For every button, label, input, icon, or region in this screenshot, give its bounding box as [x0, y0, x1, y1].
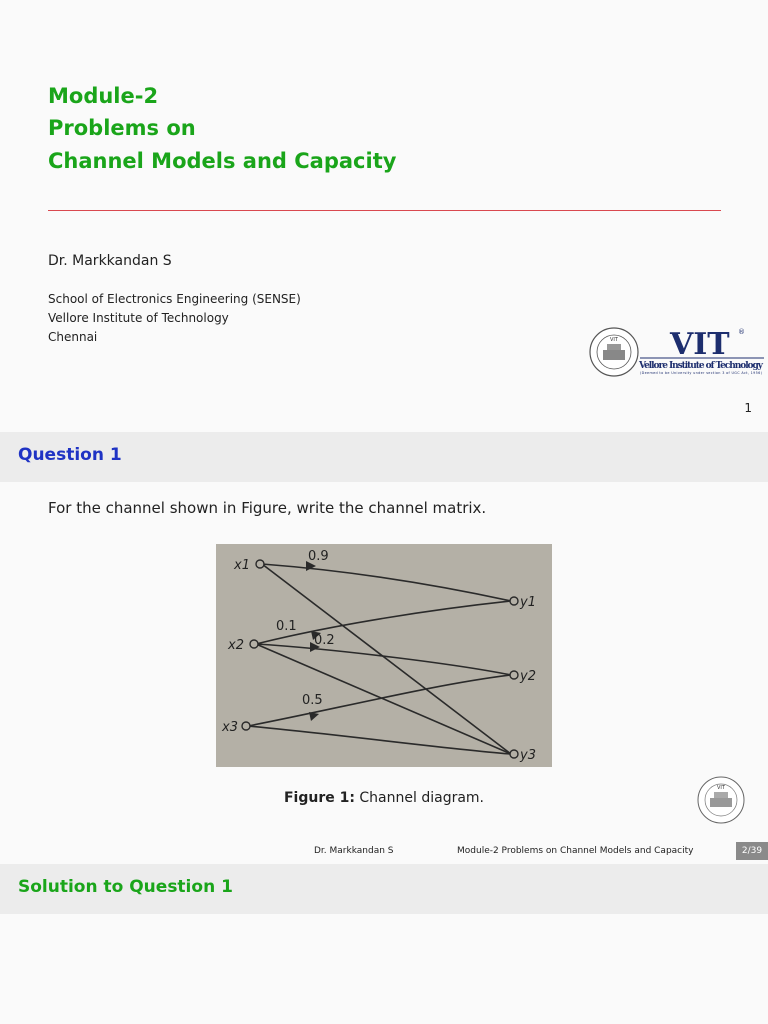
vit-seal-icon: [590, 328, 638, 376]
vit-tagline: (Deemed to be University under section 3 of UGC Act, 1956): [640, 371, 762, 375]
question-heading: Question 1: [18, 445, 122, 465]
title-line-3: Channel Models and Capacity: [48, 149, 397, 173]
footer-title: Module-2 Problems on Channel Models and Capacity: [457, 846, 694, 856]
output-label-y1: y1: [520, 595, 536, 610]
title-line-2: Problems on: [48, 116, 196, 140]
institution-line-3: Chennai: [48, 330, 98, 344]
title-slide: [0, 0, 768, 430]
seal-text: VIT: [717, 785, 725, 791]
institution-line-2: Vellore Institute of Technology: [48, 311, 229, 325]
seal-text: VIT: [610, 337, 618, 343]
institution-line-1: School of Electronics Engineering (SENSE): [48, 292, 301, 306]
vit-logo: [588, 324, 766, 380]
output-label-y2: y2: [520, 669, 536, 684]
edge-label-0.5: 0.5: [302, 693, 323, 708]
title-line-1: Module-2: [48, 84, 159, 108]
edge-label-0.1: 0.1: [276, 619, 297, 634]
vit-wordmark: VIT: [670, 327, 730, 362]
page-number: 1: [744, 401, 752, 415]
question-slide: [0, 432, 768, 864]
channel-diagram: [216, 544, 552, 767]
footer-page-number: 2/39: [736, 842, 768, 860]
author-name: Dr. Markkandan S: [48, 253, 172, 269]
caption-text: Channel diagram.: [359, 790, 484, 806]
caption-label: Figure 1:: [283, 790, 355, 806]
registered-mark: ®: [738, 328, 745, 336]
input-label-x3: x3: [222, 720, 238, 735]
solution-frame-header: [0, 864, 768, 914]
edge-label-0.2: 0.2: [314, 633, 335, 648]
input-label-x1: x1: [234, 558, 250, 573]
edge-label-0.9: 0.9: [308, 549, 329, 564]
question-prompt: For the channel shown in Figure, write the channel matrix.: [48, 499, 487, 517]
title-rule: [48, 210, 721, 211]
solution-slide: [0, 864, 768, 1024]
solution-heading: Solution to Question 1: [18, 877, 233, 897]
vit-seal-icon: [696, 774, 746, 828]
vit-name: Vellore Institute of Technology: [639, 361, 763, 371]
input-label-x2: x2: [228, 638, 244, 653]
figure-caption: [0, 790, 768, 806]
footer-author: Dr. Markkandan S: [314, 846, 394, 856]
frame-header: [0, 432, 768, 482]
output-label-y3: y3: [520, 748, 536, 763]
